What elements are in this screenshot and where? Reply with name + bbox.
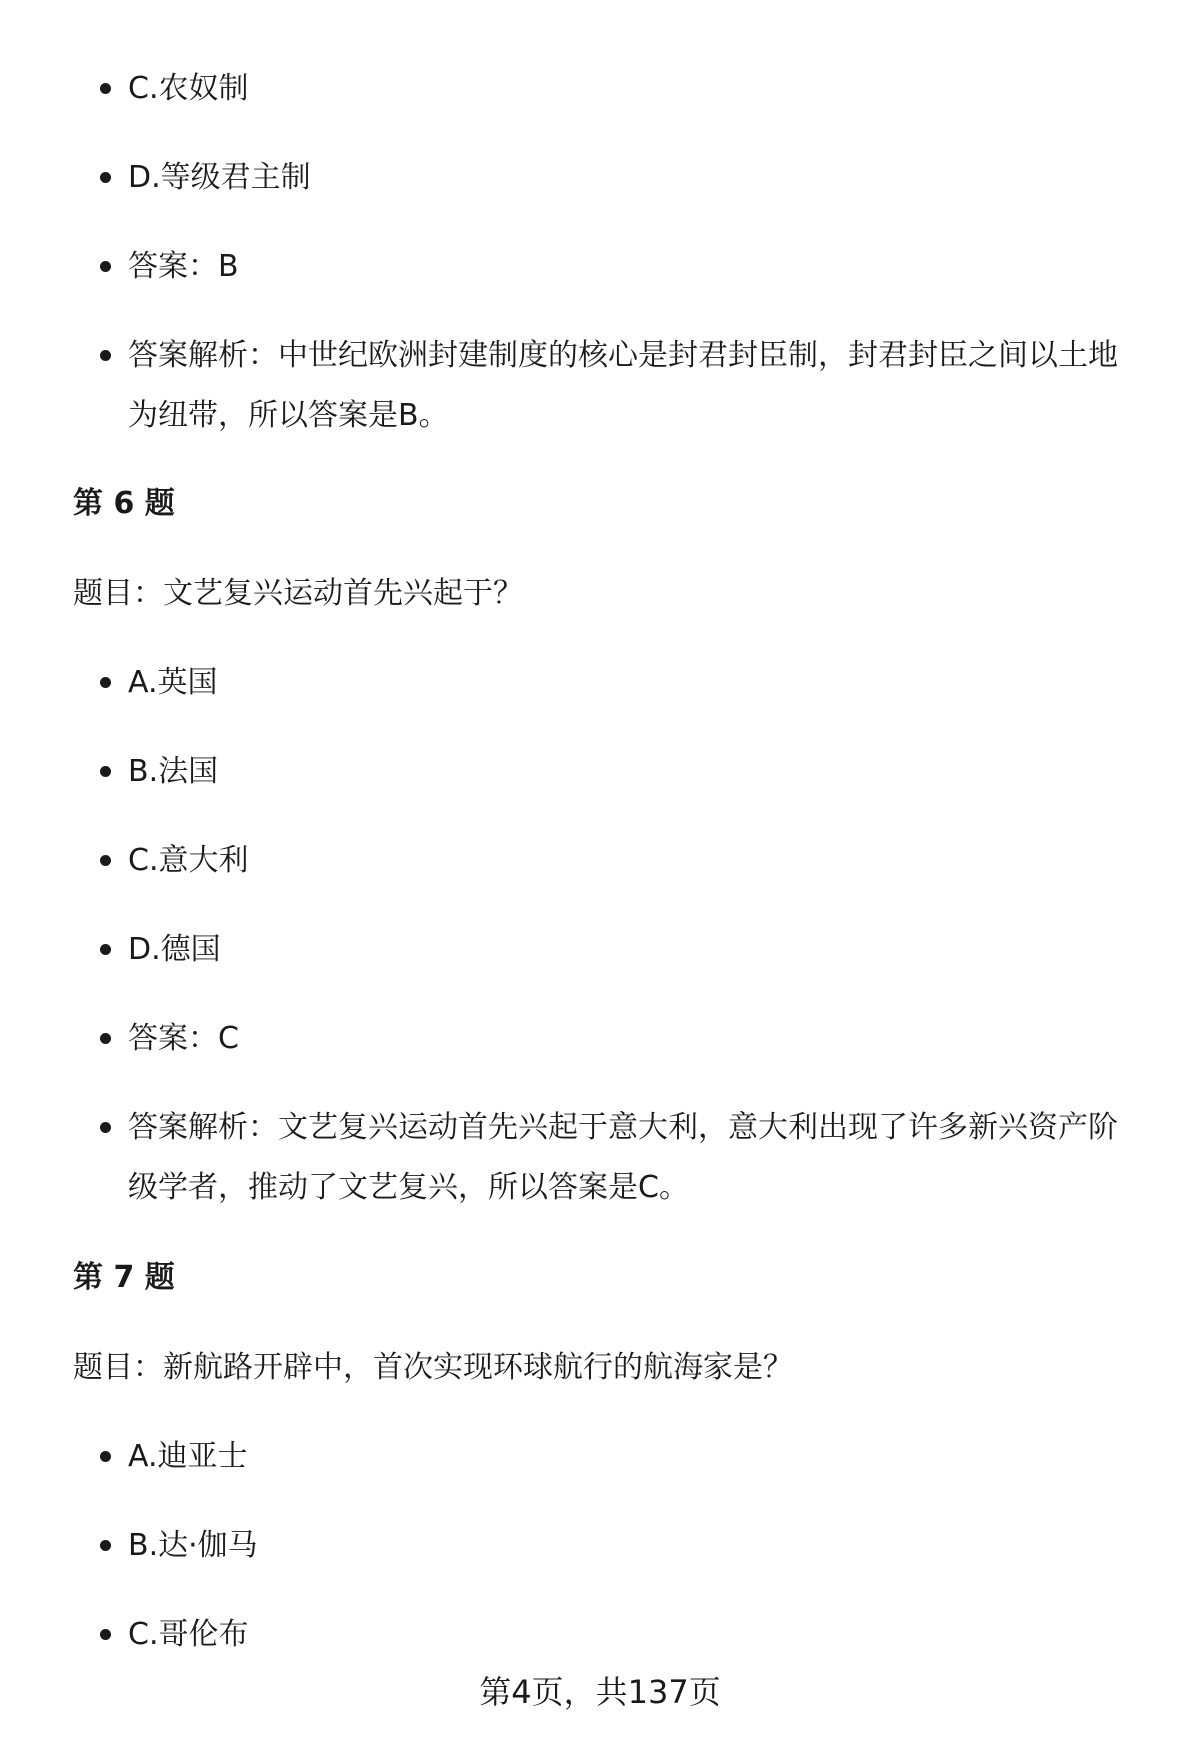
bullet-icon xyxy=(100,1629,111,1640)
option-c xyxy=(128,1605,1138,1665)
option-text: B.达·伽马 xyxy=(128,1528,258,1563)
page-number: 第4页，共137页 xyxy=(479,1673,721,1711)
option-text: B.法国 xyxy=(128,754,219,789)
option-d xyxy=(128,148,1138,208)
bullet-icon xyxy=(100,1451,111,1462)
option-c xyxy=(128,831,1138,891)
option-b xyxy=(128,742,1138,802)
question-text: 题目：新航路开辟中，首次实现环球航行的航海家是？ xyxy=(73,1350,793,1385)
question-heading: 第 6 题 xyxy=(73,486,175,521)
answer-explanation xyxy=(128,1098,1138,1218)
option-text: D.等级君主制 xyxy=(128,160,311,195)
bullet-icon xyxy=(100,1540,111,1551)
bullet-icon xyxy=(100,1033,111,1044)
explanation-text: 答案解析：文艺复兴运动首先兴起于意大利，意大利出现了许多新兴资产阶级学者，推动了文艺复兴，所以答案是C。 xyxy=(128,1110,1118,1205)
option-text: C.农奴制 xyxy=(128,71,249,106)
answer-text: 答案：B xyxy=(128,249,239,284)
bullet-icon xyxy=(100,944,111,955)
bullet-icon xyxy=(100,83,111,94)
bullet-icon xyxy=(100,261,111,272)
bullet-icon xyxy=(100,855,111,866)
question-text: 题目：文艺复兴运动首先兴起于？ xyxy=(73,576,523,611)
option-text: C.哥伦布 xyxy=(128,1617,249,1652)
bullet-icon xyxy=(100,766,111,777)
bullet-icon xyxy=(100,172,111,183)
bullet-icon xyxy=(100,1122,111,1133)
option-d xyxy=(128,920,1138,980)
option-text: A.英国 xyxy=(128,665,218,700)
option-a xyxy=(128,653,1138,713)
bullet-icon xyxy=(100,350,111,361)
answer-text: 答案：C xyxy=(128,1021,239,1056)
option-b xyxy=(128,1516,1138,1576)
option-c xyxy=(128,59,1138,119)
explanation-text: 答案解析：中世纪欧洲封建制度的核心是封君封臣制，封君封臣之间以土地为纽带，所以答案是B。 xyxy=(128,338,1118,433)
option-text: A.迪亚士 xyxy=(128,1439,248,1474)
option-text: D.德国 xyxy=(128,932,221,967)
question-heading: 第 7 题 xyxy=(73,1260,175,1295)
bullet-icon xyxy=(100,677,111,688)
answer xyxy=(128,1009,1138,1069)
option-text: C.意大利 xyxy=(128,843,249,878)
answer xyxy=(128,237,1138,297)
answer-explanation xyxy=(128,326,1138,446)
option-a xyxy=(128,1427,1138,1487)
